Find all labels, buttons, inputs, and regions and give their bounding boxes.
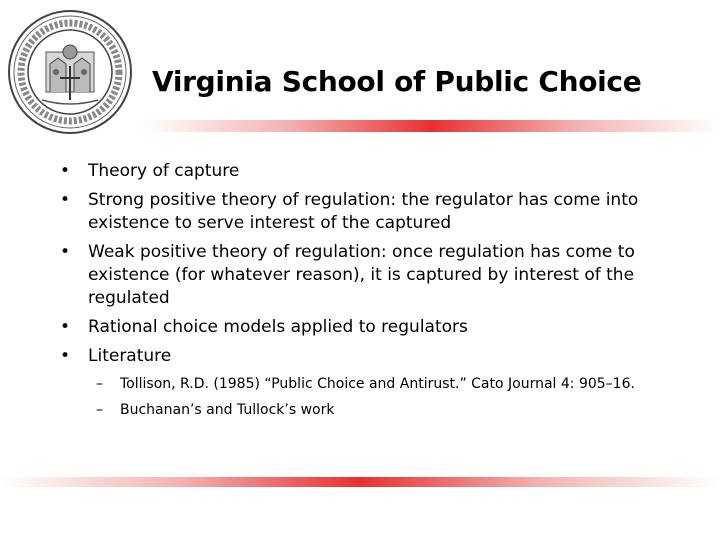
list-item [60, 241, 670, 310]
bullet-marker: • [60, 190, 71, 210]
list-item [60, 160, 670, 183]
slide-title: Virginia School of Public Choice [152, 65, 642, 98]
bullet-text: Weak positive theory of regulation: once regulation has come to existence (for whatever reason), it is captured by interest of the regulated [88, 242, 635, 308]
bullet-text: Theory of capture [88, 161, 240, 181]
bullet-marker: • [60, 242, 71, 262]
title-underline [143, 120, 720, 132]
list-item [60, 345, 670, 368]
sub-bullet-text: Buchanan’s and Tullock’s work [120, 402, 335, 418]
sub-bullet-text: Tollison, R.D. (1985) “Public Choice and Antirust.” Cato Journal 4: 905–16. [120, 376, 635, 392]
bullet-text: Rational choice models applied to regulators [88, 317, 468, 337]
bullet-marker: • [60, 317, 71, 337]
list-item [60, 189, 670, 235]
list-item [96, 399, 696, 421]
sub-bullet-marker: – [96, 402, 103, 418]
list-item [96, 373, 696, 395]
footer-rule [0, 477, 720, 487]
university-seal-icon [6, 8, 134, 136]
bullet-marker: • [60, 161, 71, 181]
bullet-list [60, 160, 670, 374]
list-item [60, 316, 670, 339]
bullet-text: Strong positive theory of regulation: the regulator has come into existence to serve interest of the captured [88, 190, 639, 233]
bullet-marker: • [60, 346, 71, 366]
bullet-text: Literature [88, 346, 172, 366]
sub-bullet-marker: – [96, 376, 103, 392]
sub-bullet-list [96, 373, 696, 425]
